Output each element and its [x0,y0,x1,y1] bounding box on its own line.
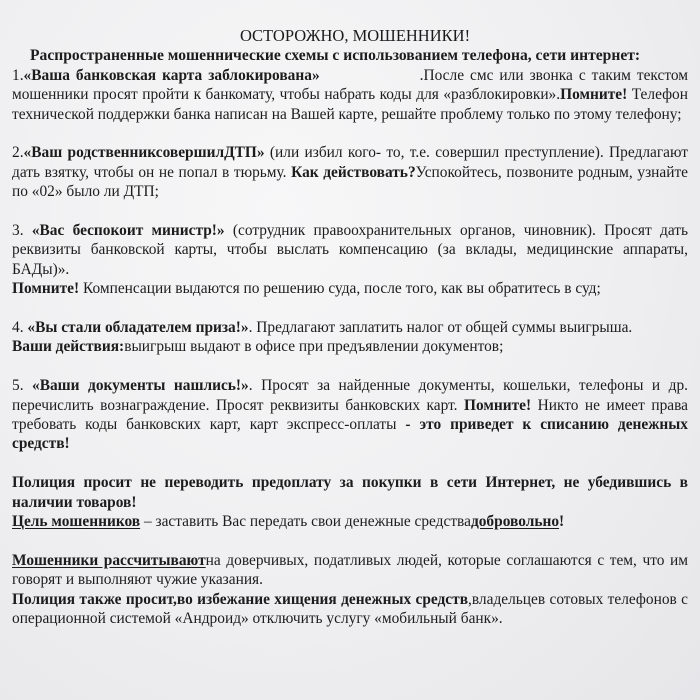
item-text: Компенсации выдаются по решению суда, после того, как вы обратитесь в суд; [79,280,601,298]
fraud-reliance [12,551,688,590]
scheme-item-1 [12,66,688,124]
item-number: 4. [12,319,28,337]
fraud-goal [12,512,688,531]
item-number: 3. [12,222,32,240]
goal-label: Цель мошенников [12,513,141,531]
document-title: ОСТОРОЖНО, МОШЕННИКИ! [239,26,471,45]
item-text: выигрыш выдают в офисе при предъявлении документов; [124,338,504,356]
scheme-item-3-remember [12,279,688,298]
leaflet-page [12,26,688,629]
item-text: . Предлагают заплатить налог от общей суммы выигрыша. [248,319,633,337]
action-label: Как действовать? [291,163,416,181]
remember-label: Помните! [464,396,532,414]
scheme-item-4-action [12,337,688,356]
police-notice [12,473,688,512]
item-number: 5. [12,377,33,395]
item-text: .После смс или звонка с таким текстом мошенники просят пройти к банкомату, чтобы набрать коды для «разблокировки». [12,66,688,104]
item-heading: «Вас беспокоит министр!» [31,222,225,240]
document-subtitle: Распространенные мошеннические схемы с использованием телефона, сети интернет: [30,47,641,65]
item-text: (сотрудник правоохранительных органов, чиновник). Просят дать реквизиты банковской карты, чтобы выслать компенсацию (за вклады, медицинские аппараты, БАДы)». [12,222,688,278]
item-text: Никто не имеет права требовать коды банковских карт, карт экспресс-оплаты [12,396,688,434]
android-notice-text: ,владельцев сотовых телефонов с операционной системой «Андроид» отключить услугу «мобильный банк». [12,590,688,628]
goal-emphasis: добровольно [470,513,560,531]
item-text: (или избил кого- то, т.е. совершил преступление). Предлагают дать взятку, чтобы он не попал в тюрьму. [12,144,688,181]
warning-text: - это приведет к списанию денежных средств! [12,416,688,453]
item-text: . Просят за найденные документы, кошельки, телефоны и др. перечислить вознаграждение. Просят реквизиты банковских карт. [12,377,688,414]
goal-end: ! [559,513,565,531]
item-number: 2. [12,144,24,162]
scheme-item-5 [12,376,688,454]
police-notice-text: Полиция просит не переводить предоплату за покупки в сети Интернет, не убедившись в наличии товаров! [12,474,688,511]
scheme-item-4 [12,318,688,337]
item-text: Успокойтесь, позвоните родным, узнайте по «02» было ли ДТП; [12,163,689,201]
remember-label: Помните! [12,280,80,298]
item-text: Телефон технической поддержки банка написан на Вашей карте, решайте проблему только по этому телефону; [12,86,688,123]
goal-text: – заставить Вас передать свои денежные средства [140,513,471,531]
android-notice-bold: Полиция также просит,во избежание хищения денежных средств [12,590,469,608]
item-heading: «Ваш родственниксовершилДТП» [23,144,265,162]
item-heading: «Вы стали обладателем приза!» [27,319,249,337]
item-number: 1. [12,66,24,84]
reliance-label: Мошенники рассчитывают [12,551,206,569]
item-heading: «Ваши документы нашлись!» [32,377,249,395]
scheme-item-2 [12,143,688,201]
scheme-item-3 [12,221,688,279]
action-label: Ваши действия: [12,338,125,356]
android-notice [12,590,688,629]
reliance-text: на доверчивых, податливых людей, которые соглашаются с тем, что им говорят и выполняют чужие указания. [12,551,688,589]
remember-label: Помните! [560,86,628,104]
item-heading: «Ваша банковская карта заблокирована» [23,66,320,84]
